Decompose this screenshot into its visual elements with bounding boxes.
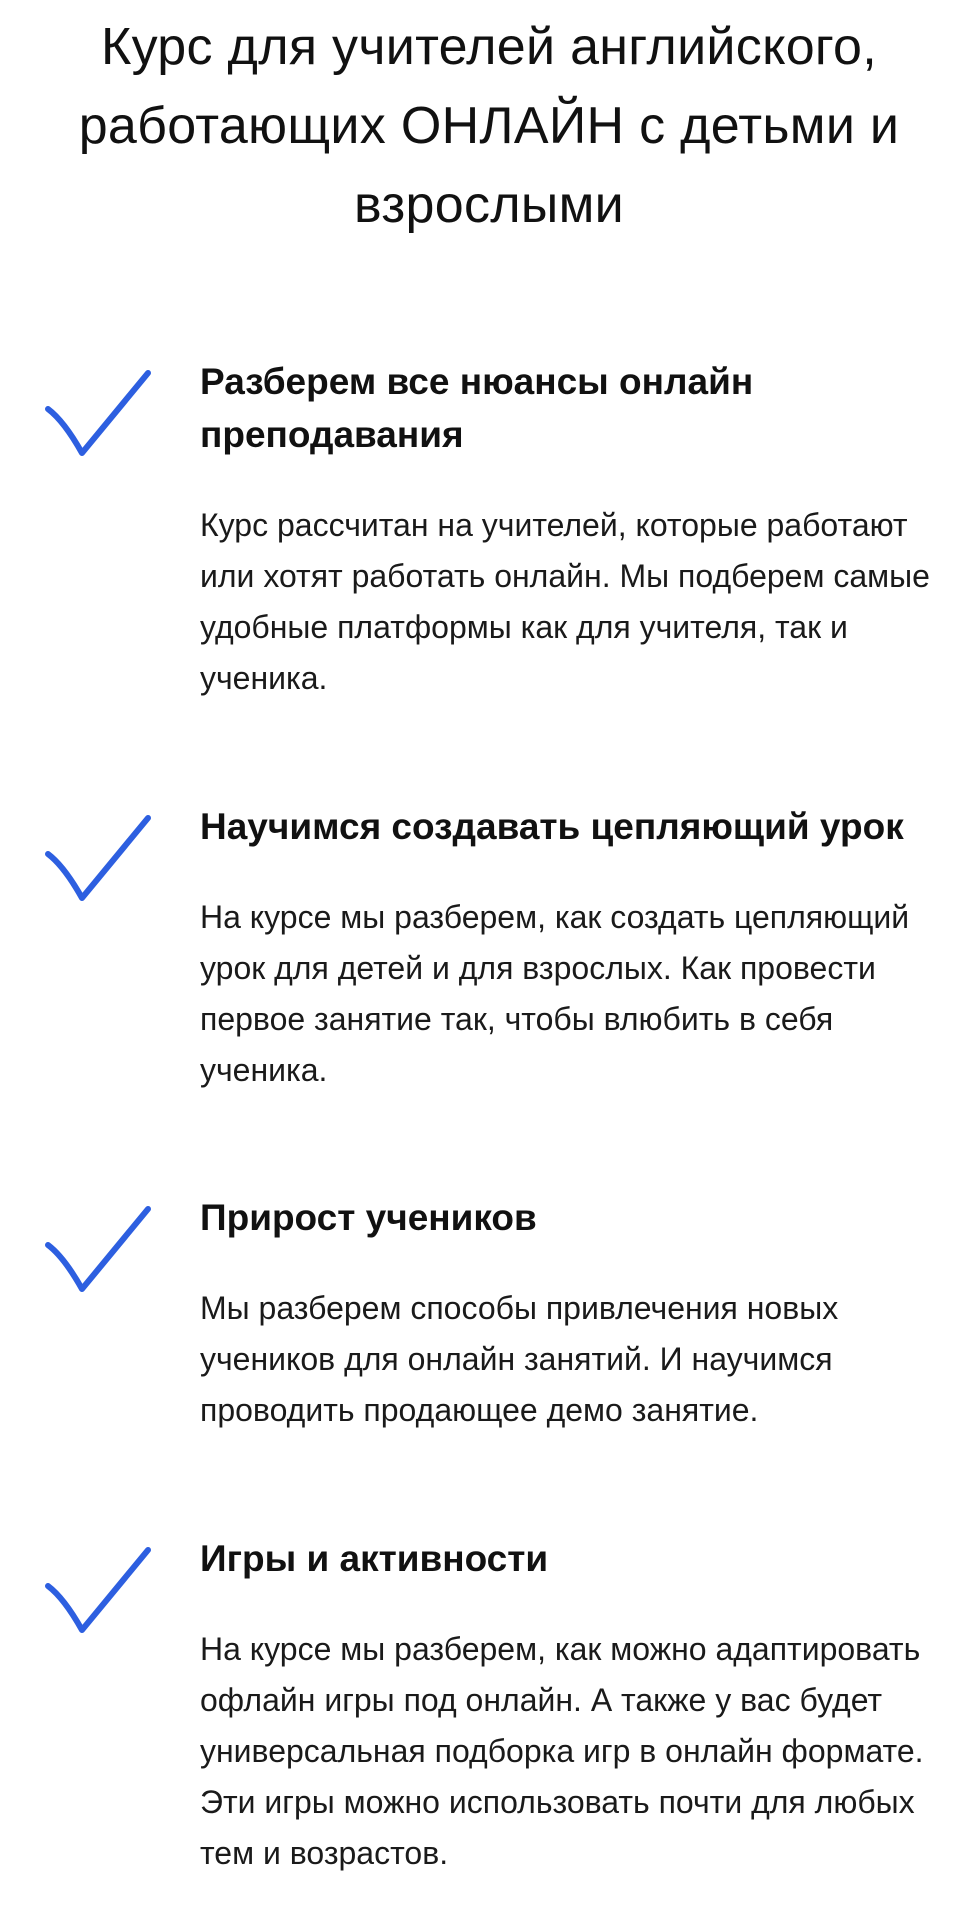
feature-title: Научимся создавать цепляющий урок (200, 806, 904, 847)
feature-description: Мы разберем способы привлечения новых учеников для онлайн занятий. И научимся проводить продающее демо занятие. (200, 1290, 839, 1428)
feature-title: Прирост учеников (200, 1197, 537, 1238)
feature-title: Игры и активности (200, 1538, 549, 1579)
checkmark-icon (44, 1205, 156, 1297)
feature-description: На курсе мы разберем, как создать цепляющий урок для детей и для взрослых. Как провести первое занятие так, чтобы влюбить в себя ученика. (200, 899, 910, 1088)
feature-title: Разберем все нюансы онлайн преподавания (200, 361, 754, 455)
page-title: Курс для учителей английского, работающих ОНЛАЙН с детьми и взрослыми (78, 18, 900, 234)
feature-description: Курс рассчитан на учителей, которые работают или хотят работать онлайн. Мы подберем самые удобные платформы как для учителя, так и ученика. (200, 507, 930, 696)
checkmark-icon (44, 369, 156, 461)
checkmark-icon (44, 1546, 156, 1638)
feature-description: На курсе мы разберем, как можно адаптировать офлайн игры под онлайн. А также у вас будет универсальная подборка игр в онлайн формате. Эти игры можно использовать почти для любых тем и возрастов. (200, 1631, 924, 1871)
checkmark-icon (44, 814, 156, 906)
